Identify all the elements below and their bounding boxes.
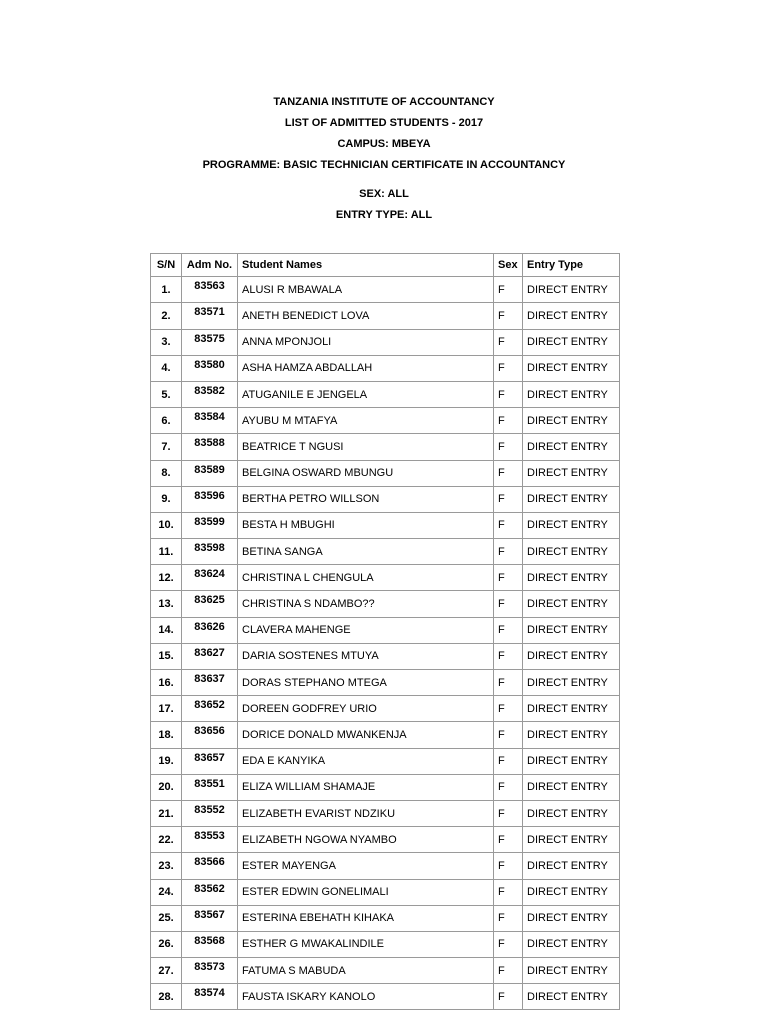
cell-student-name: FAUSTA ISKARY KANOLO xyxy=(238,984,494,1010)
column-header-student-names: Student Names xyxy=(238,254,494,277)
cell-adm-no: 83574 xyxy=(182,984,238,1010)
cell-entry-type: DIRECT ENTRY xyxy=(523,329,620,355)
cell-sn: 28. xyxy=(151,984,182,1010)
cell-adm-no: 83598 xyxy=(182,539,238,565)
cell-sex: F xyxy=(494,539,523,565)
cell-sex: F xyxy=(494,984,523,1010)
cell-entry-type: DIRECT ENTRY xyxy=(523,722,620,748)
cell-student-name: DORAS STEPHANO MTEGA xyxy=(238,670,494,696)
cell-entry-type: DIRECT ENTRY xyxy=(523,303,620,329)
cell-student-name: DOREEN GODFREY URIO xyxy=(238,696,494,722)
table-row xyxy=(151,879,620,905)
cell-sex: F xyxy=(494,931,523,957)
cell-student-name: BEATRICE T NGUSI xyxy=(238,434,494,460)
cell-sn: 11. xyxy=(151,539,182,565)
cell-sex: F xyxy=(494,434,523,460)
cell-sex: F xyxy=(494,958,523,984)
sex-filter-label: SEX: ALL xyxy=(359,188,409,200)
cell-adm-no: 83637 xyxy=(182,670,238,696)
table-row xyxy=(151,827,620,853)
cell-student-name: AYUBU M MTAFYA xyxy=(238,408,494,434)
entry-type-filter-label: ENTRY TYPE: ALL xyxy=(335,209,433,221)
table-row xyxy=(151,539,620,565)
cell-sn: 24. xyxy=(151,879,182,905)
table-row xyxy=(151,722,620,748)
cell-student-name: ALUSI R MBAWALA xyxy=(238,277,494,303)
cell-sex: F xyxy=(494,329,523,355)
table-row xyxy=(151,617,620,643)
table-row xyxy=(151,329,620,355)
cell-entry-type: DIRECT ENTRY xyxy=(523,984,620,1010)
cell-adm-no: 83657 xyxy=(182,748,238,774)
cell-sex: F xyxy=(494,303,523,329)
cell-sn: 16. xyxy=(151,670,182,696)
cell-sex: F xyxy=(494,696,523,722)
table-row xyxy=(151,512,620,538)
cell-entry-type: DIRECT ENTRY xyxy=(523,565,620,591)
cell-entry-type: DIRECT ENTRY xyxy=(523,591,620,617)
table-row xyxy=(151,984,620,1010)
cell-sex: F xyxy=(494,643,523,669)
cell-sn: 27. xyxy=(151,958,182,984)
table-body xyxy=(151,277,620,1010)
column-header-entry-type: Entry Type xyxy=(523,254,620,277)
cell-adm-no: 83624 xyxy=(182,565,238,591)
cell-sex: F xyxy=(494,827,523,853)
cell-adm-no: 83575 xyxy=(182,329,238,355)
cell-entry-type: DIRECT ENTRY xyxy=(523,277,620,303)
cell-sex: F xyxy=(494,670,523,696)
cell-sn: 1. xyxy=(151,277,182,303)
cell-adm-no: 83553 xyxy=(182,827,238,853)
table-row xyxy=(151,800,620,826)
cell-sn: 19. xyxy=(151,748,182,774)
cell-sex: F xyxy=(494,408,523,434)
cell-student-name: ELIZABETH NGOWA NYAMBO xyxy=(238,827,494,853)
table-row xyxy=(151,853,620,879)
table-header-row xyxy=(151,254,620,277)
cell-adm-no: 83582 xyxy=(182,381,238,407)
cell-adm-no: 83580 xyxy=(182,355,238,381)
table-row xyxy=(151,905,620,931)
cell-sex: F xyxy=(494,853,523,879)
cell-entry-type: DIRECT ENTRY xyxy=(523,381,620,407)
cell-entry-type: DIRECT ENTRY xyxy=(523,408,620,434)
cell-student-name: DARIA SOSTENES MTUYA xyxy=(238,643,494,669)
cell-student-name: ESTHER G MWAKALINDILE xyxy=(238,931,494,957)
cell-sex: F xyxy=(494,512,523,538)
cell-student-name: ELIZA WILLIAM SHAMAJE xyxy=(238,774,494,800)
cell-sn: 20. xyxy=(151,774,182,800)
cell-adm-no: 83596 xyxy=(182,486,238,512)
cell-entry-type: DIRECT ENTRY xyxy=(523,617,620,643)
cell-adm-no: 83563 xyxy=(182,277,238,303)
cell-student-name: ESTERINA EBEHATH KIHAKA xyxy=(238,905,494,931)
cell-student-name: ATUGANILE E JENGELA xyxy=(238,381,494,407)
cell-entry-type: DIRECT ENTRY xyxy=(523,460,620,486)
table-row xyxy=(151,277,620,303)
cell-sex: F xyxy=(494,565,523,591)
table-row xyxy=(151,774,620,800)
cell-sex: F xyxy=(494,381,523,407)
cell-entry-type: DIRECT ENTRY xyxy=(523,958,620,984)
cell-entry-type: DIRECT ENTRY xyxy=(523,774,620,800)
cell-sn: 15. xyxy=(151,643,182,669)
table-row xyxy=(151,303,620,329)
programme-label: PROGRAMME: BASIC TECHNICIAN CERTIFICATE IN ACCOUNTANCY xyxy=(202,159,566,171)
cell-sn: 22. xyxy=(151,827,182,853)
cell-sex: F xyxy=(494,748,523,774)
table-row xyxy=(151,408,620,434)
cell-adm-no: 83625 xyxy=(182,591,238,617)
cell-sn: 23. xyxy=(151,853,182,879)
cell-adm-no: 83562 xyxy=(182,879,238,905)
cell-adm-no: 83627 xyxy=(182,643,238,669)
cell-adm-no: 83567 xyxy=(182,905,238,931)
cell-student-name: ESTER MAYENGA xyxy=(238,853,494,879)
cell-sex: F xyxy=(494,460,523,486)
cell-sn: 13. xyxy=(151,591,182,617)
cell-sn: 21. xyxy=(151,800,182,826)
cell-sn: 8. xyxy=(151,460,182,486)
table-row xyxy=(151,643,620,669)
cell-entry-type: DIRECT ENTRY xyxy=(523,931,620,957)
cell-adm-no: 83571 xyxy=(182,303,238,329)
cell-sex: F xyxy=(494,486,523,512)
column-header-adm-no: Adm No. xyxy=(182,254,238,277)
students-table xyxy=(150,253,620,1010)
cell-student-name: BETINA SANGA xyxy=(238,539,494,565)
cell-sn: 17. xyxy=(151,696,182,722)
cell-entry-type: DIRECT ENTRY xyxy=(523,800,620,826)
cell-entry-type: DIRECT ENTRY xyxy=(523,748,620,774)
cell-student-name: BESTA H MBUGHI xyxy=(238,512,494,538)
cell-adm-no: 83584 xyxy=(182,408,238,434)
cell-sn: 9. xyxy=(151,486,182,512)
cell-adm-no: 83568 xyxy=(182,931,238,957)
cell-entry-type: DIRECT ENTRY xyxy=(523,670,620,696)
cell-adm-no: 83573 xyxy=(182,958,238,984)
cell-sex: F xyxy=(494,905,523,931)
table-row xyxy=(151,670,620,696)
cell-student-name: DORICE DONALD MWANKENJA xyxy=(238,722,494,748)
cell-adm-no: 83656 xyxy=(182,722,238,748)
cell-adm-no: 83566 xyxy=(182,853,238,879)
cell-adm-no: 83588 xyxy=(182,434,238,460)
table-row xyxy=(151,355,620,381)
cell-student-name: BELGINA OSWARD MBUNGU xyxy=(238,460,494,486)
cell-sn: 18. xyxy=(151,722,182,748)
cell-sn: 12. xyxy=(151,565,182,591)
column-header-sn: S/N xyxy=(151,254,182,277)
cell-student-name: CHRISTINA L CHENGULA xyxy=(238,565,494,591)
cell-student-name: ESTER EDWIN GONELIMALI xyxy=(238,879,494,905)
table-row xyxy=(151,748,620,774)
cell-sex: F xyxy=(494,800,523,826)
table-row xyxy=(151,565,620,591)
cell-student-name: ELIZABETH EVARIST NDZIKU xyxy=(238,800,494,826)
cell-entry-type: DIRECT ENTRY xyxy=(523,355,620,381)
cell-student-name: ASHA HAMZA ABDALLAH xyxy=(238,355,494,381)
cell-adm-no: 83599 xyxy=(182,512,238,538)
cell-sex: F xyxy=(494,879,523,905)
cell-entry-type: DIRECT ENTRY xyxy=(523,696,620,722)
document-header xyxy=(0,92,768,226)
cell-sn: 10. xyxy=(151,512,182,538)
cell-entry-type: DIRECT ENTRY xyxy=(523,827,620,853)
column-header-sex: Sex xyxy=(494,254,523,277)
cell-student-name: EDA E KANYIKA xyxy=(238,748,494,774)
cell-student-name: CLAVERA MAHENGE xyxy=(238,617,494,643)
table-row xyxy=(151,460,620,486)
cell-adm-no: 83626 xyxy=(182,617,238,643)
cell-student-name: FATUMA S MABUDA xyxy=(238,958,494,984)
cell-sn: 7. xyxy=(151,434,182,460)
cell-sn: 6. xyxy=(151,408,182,434)
cell-student-name: BERTHA PETRO WILLSON xyxy=(238,486,494,512)
campus-label: CAMPUS: MBEYA xyxy=(337,138,431,150)
cell-sex: F xyxy=(494,617,523,643)
cell-sn: 26. xyxy=(151,931,182,957)
cell-entry-type: DIRECT ENTRY xyxy=(523,879,620,905)
cell-sn: 2. xyxy=(151,303,182,329)
cell-sex: F xyxy=(494,277,523,303)
table-row xyxy=(151,696,620,722)
cell-entry-type: DIRECT ENTRY xyxy=(523,539,620,565)
cell-student-name: CHRISTINA S NDAMBO?? xyxy=(238,591,494,617)
cell-student-name: ANNA MPONJOLI xyxy=(238,329,494,355)
table-row xyxy=(151,958,620,984)
cell-sex: F xyxy=(494,591,523,617)
cell-sex: F xyxy=(494,722,523,748)
cell-adm-no: 83552 xyxy=(182,800,238,826)
table-row xyxy=(151,931,620,957)
cell-student-name: ANETH BENEDICT LOVA xyxy=(238,303,494,329)
cell-entry-type: DIRECT ENTRY xyxy=(523,853,620,879)
cell-entry-type: DIRECT ENTRY xyxy=(523,905,620,931)
cell-adm-no: 83589 xyxy=(182,460,238,486)
cell-adm-no: 83551 xyxy=(182,774,238,800)
cell-sn: 25. xyxy=(151,905,182,931)
cell-entry-type: DIRECT ENTRY xyxy=(523,486,620,512)
cell-sex: F xyxy=(494,774,523,800)
cell-entry-type: DIRECT ENTRY xyxy=(523,512,620,538)
cell-sn: 14. xyxy=(151,617,182,643)
table-row xyxy=(151,591,620,617)
cell-adm-no: 83652 xyxy=(182,696,238,722)
cell-sn: 5. xyxy=(151,381,182,407)
cell-sn: 4. xyxy=(151,355,182,381)
list-title: LIST OF ADMITTED STUDENTS - 2017 xyxy=(284,117,484,129)
institute-title: TANZANIA INSTITUTE OF ACCOUNTANCY xyxy=(273,96,495,108)
cell-entry-type: DIRECT ENTRY xyxy=(523,643,620,669)
cell-entry-type: DIRECT ENTRY xyxy=(523,434,620,460)
table-row xyxy=(151,486,620,512)
table-row xyxy=(151,381,620,407)
cell-sex: F xyxy=(494,355,523,381)
table-row xyxy=(151,434,620,460)
cell-sn: 3. xyxy=(151,329,182,355)
